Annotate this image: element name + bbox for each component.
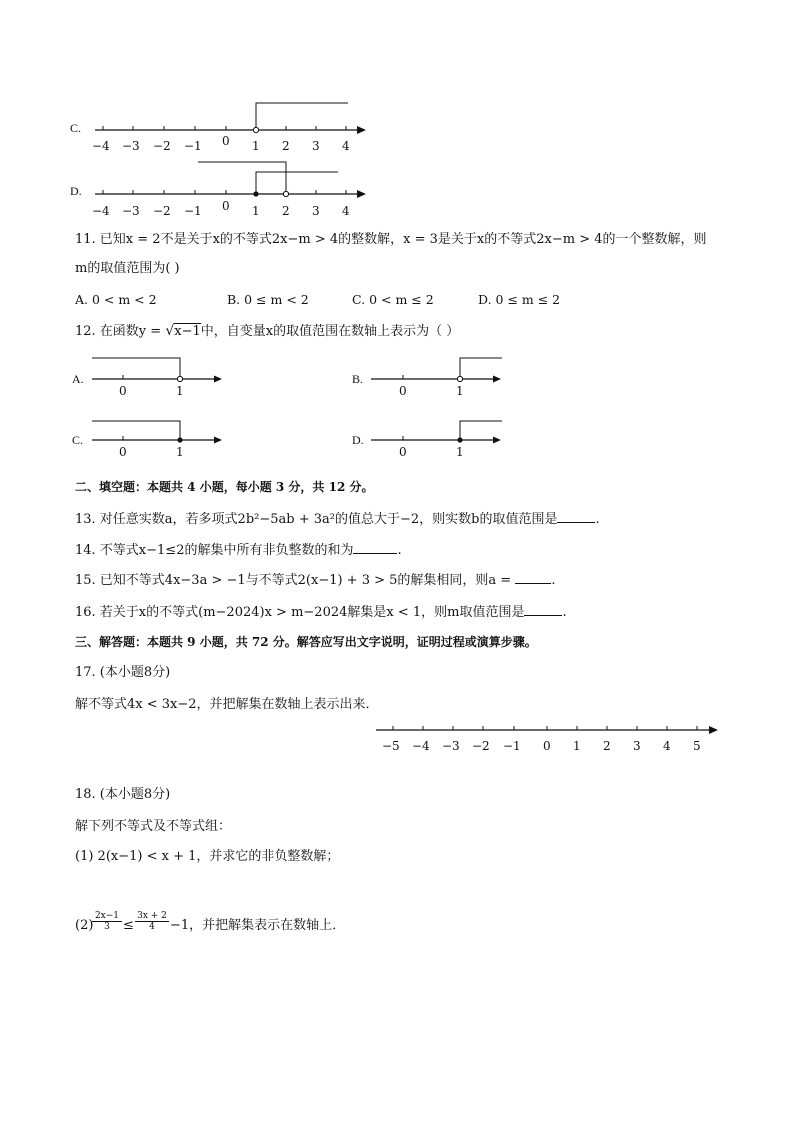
q18-part2-rest: −1，并把解集表示在数轴上． (170, 918, 346, 933)
q18-heading: 18. (本小题8分) (75, 787, 171, 802)
q12-line-d (371, 421, 502, 459)
q17-tick-10: 5 (693, 739, 701, 753)
tick-d-0: −4 (92, 204, 110, 218)
fraction-2 (135, 911, 169, 932)
option-d-label: D. (70, 184, 82, 198)
tick-d-7: 3 (312, 204, 320, 218)
tick-d-2: −2 (153, 204, 171, 218)
tick-d-8: 4 (342, 204, 350, 218)
q17-tick-6: 1 (573, 739, 581, 753)
tick-c-7: 3 (312, 139, 320, 153)
section-2-heading: 二、填空题：本题共 4 小题，每小题 3 分，共 12 分。 (75, 480, 374, 494)
q17-tick-4: −1 (503, 739, 521, 753)
q15 (75, 571, 555, 589)
q11-option-b: B. 0 ≤ m < 2 (227, 292, 309, 307)
q12-d-tick1: 1 (456, 445, 464, 459)
tick-c-6: 2 (282, 139, 290, 153)
q12-option-c: C. (72, 433, 84, 447)
q17-tick-2: −3 (442, 739, 460, 753)
fraction-1 (92, 911, 122, 932)
q16-answer-blank (524, 603, 562, 616)
q17-tick-5: 0 (543, 739, 551, 753)
q12-option-b: B. (352, 372, 364, 386)
section-3-heading: 三、解答题：本题共 9 小题，共 72 分。解答应写出文字说明，证明过程或演算步骤。 (75, 635, 537, 649)
tick-d-5: 1 (252, 204, 260, 218)
q13 (75, 510, 600, 528)
tick-c-3: −1 (184, 139, 202, 153)
q17-tick-9: 4 (663, 739, 671, 753)
q15-end: . (551, 573, 556, 588)
q12-a-tick1: 1 (176, 384, 184, 398)
q12-b-tick0: 0 (399, 384, 407, 398)
tick-c-4: 0 (222, 134, 230, 148)
q18-part2-label: (2) (75, 918, 94, 933)
q12-stem (75, 323, 459, 340)
option-c-label: C. (70, 121, 82, 135)
tick-c-2: −2 (153, 139, 171, 153)
q11-option-d: D. 0 ≤ m ≤ 2 (478, 292, 561, 307)
q12-line-a (92, 358, 222, 398)
q12-line-b (371, 358, 502, 398)
q16-end: . (562, 605, 567, 620)
q11-option-a: A. 0 < m < 2 (75, 292, 157, 307)
q11-line2: m的取值范围为( ) (75, 261, 180, 276)
number-line-c (92, 103, 366, 153)
fraction-2-numerator: 3x + 2 (135, 911, 169, 922)
q14 (75, 541, 402, 559)
tick-d-4: 0 (222, 199, 230, 213)
q14-text: 14. 不等式x−1≤2的解集中所有非负整数的和为 (75, 543, 354, 558)
q14-answer-blank (353, 541, 397, 554)
tick-c-1: −3 (122, 139, 140, 153)
q12-line-c (92, 421, 222, 459)
tick-c-0: −4 (92, 139, 110, 153)
fraction-2-denominator: 4 (149, 922, 155, 932)
tick-c-5: 1 (252, 139, 260, 153)
q12-a-tick0: 0 (119, 384, 127, 398)
tick-d-6: 2 (282, 204, 290, 218)
q17-tick-8: 3 (633, 739, 641, 753)
q17-number-line (376, 726, 718, 753)
q17-heading: 17. (本小题8分) (75, 665, 171, 680)
sqrt-sign: √ (165, 323, 175, 339)
q12-b-tick1: 1 (456, 384, 464, 398)
number-line-d (92, 162, 366, 218)
leq-sign: ≤ (123, 918, 134, 933)
q18-intro: 解下列不等式及不等式组： (75, 819, 232, 834)
q16 (75, 603, 567, 621)
q17-tick-0: −5 (382, 739, 400, 753)
tick-d-3: −1 (184, 204, 202, 218)
q12-c-tick0: 0 (119, 445, 127, 459)
tick-d-1: −3 (122, 204, 140, 218)
q12-prefix: 12. 在函数y = (75, 324, 166, 339)
fraction-1-numerator: 2x−1 (92, 911, 122, 922)
fraction-1-denominator: 3 (104, 922, 110, 932)
q15-text: 15. 已知不等式4x−3a > −1与不等式2(x−1) + 3 > 5的解集相同，则a = (75, 573, 512, 588)
q11-line1: 11. 已知x = 2不是关于x的不等式2x−m > 4的整数解，x = 3是关于x的不等式2x−m > 4的一个整数解，则 (75, 232, 707, 247)
q18-part1: (1) 2(x−1) < x + 1，并求它的非负整数解； (75, 849, 340, 864)
q12-option-d: D. (352, 433, 364, 447)
q17-body: 解不等式4x < 3x−2，并把解集在数轴上表示出来． (75, 697, 379, 712)
q17-tick-3: −2 (472, 739, 490, 753)
q13-end: . (595, 512, 600, 527)
q17-tick-1: −4 (412, 739, 430, 753)
q14-end: . (397, 543, 402, 558)
tick-c-8: 4 (342, 139, 350, 153)
q12-c-tick1: 1 (176, 445, 184, 459)
q15-answer-blank (515, 571, 551, 584)
q17-tick-7: 2 (603, 739, 611, 753)
q12-d-tick0: 0 (399, 445, 407, 459)
q16-text: 16. 若关于x的不等式(m−2024)x > m−2024解集是x < 1，则m取值范围是 (75, 605, 525, 620)
q11-option-c: C. 0 < m ≤ 2 (352, 292, 434, 307)
q18-part2 (75, 918, 93, 934)
q13-text: 13. 对任意实数a，若多项式2b²−5ab + 3a²的值总大于−2，则实数b的取值范围是 (75, 512, 558, 527)
q12-radicand: x−1 (174, 324, 201, 339)
q12-suffix: 中，自变量x的取值范围在数轴上表示为（ ） (200, 324, 460, 339)
q12-option-a: A. (72, 372, 84, 386)
q13-answer-blank (557, 510, 595, 523)
